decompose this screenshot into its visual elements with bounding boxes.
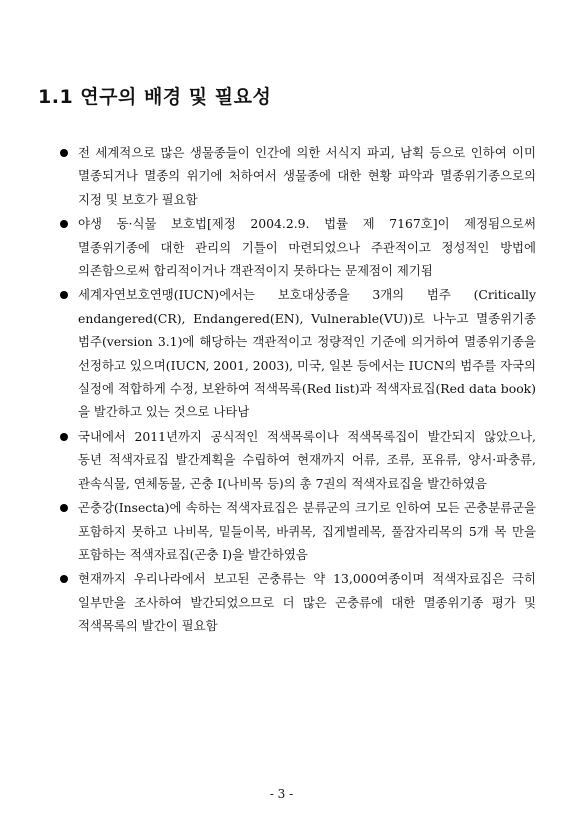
list-item	[58, 283, 536, 423]
list-item-text: 세계자연보호연맹(IUCN)에서는 보호대상종을 3개의 범주 (Critically endangered(CR), Endangered(EN), Vulnerable(VU))로 나누고 멸종위기종 범주(version 3.1)에 해당하는 객관적이고 정량적인 기준에 의거하여 멸종위기종을 선정하고 있으며(IUCN, 2001, 2003), 미국, 일본 등에서는 IUCN의 범주를 자국의 실정에 적합하게 수정, 보완하여 적색목록(Red list)과 적색자료집(Red data book)을 발간하고 있는 것으로 나타남	[78, 287, 536, 420]
list-item-text: 현재까지 우리나라에서 보고된 곤충류는 약 13,000여종이며 적색자료집은 극히 일부만을 조사하여 발간되었으므로 더 많은 곤충류에 대한 멸종위기종 평가 및 적색목록의 발간이 필요함	[78, 571, 536, 634]
bullet-icon	[60, 433, 68, 441]
bullet-icon	[60, 220, 68, 228]
list-item	[58, 567, 536, 637]
list-item-text: 곤충강(Insecta)에 속하는 적색자료집은 분류군의 크기로 인하여 모든 곤충분류군을 포함하지 못하고 나비목, 밑들이목, 바퀴목, 집게벌레목, 풀잠자리목의 5개 목 만을 포함하는 적색자료집(곤충 I)을 발간하였음	[78, 500, 536, 562]
bullet-icon	[60, 575, 68, 583]
bullet-icon	[60, 291, 68, 299]
list-item-text: 야생 동·식물 보호법[제정 2004.2.9. 법률 제 7167호]이 제정됨으로써 멸종위기종에 대한 관리의 기틀이 마련되었으나 주관적이고 정성적인 방법에 의존함으로써 합리적이거나 객관적이지 못하다는 문제점이 제기됨	[78, 216, 536, 279]
page-number: - 3 -	[269, 787, 294, 801]
list-item-text: 전 세계적으로 많은 생물종들이 인간에 의한 서식지 파괴, 남획 등으로 인하여 이미 멸종되거나 멸종의 위기에 처하여서 생물종에 대한 현황 파악과 멸종위기종으로의 지정 및 보호가 필요함	[78, 145, 536, 207]
list-item	[58, 141, 536, 211]
bullet-icon	[60, 504, 68, 512]
bullet-list	[58, 141, 536, 639]
section-heading: 1.1 연구의 배경 및 필요성	[38, 86, 272, 108]
bullet-icon	[60, 149, 68, 157]
list-item	[58, 496, 536, 566]
list-item-text: 국내에서 2011년까지 공식적인 적색목록이나 적색목록집이 발간되지 않았으나, 동년 적색자료집 발간계획을 수립하여 현재까지 어류, 조류, 포유류, 양서·파충류, 관속식물, 연체동물, 곤충 I(나비목 등)의 총 7권의 적색자료집을 발간하였음	[78, 428, 536, 491]
list-item	[58, 425, 536, 495]
list-item	[58, 212, 536, 282]
